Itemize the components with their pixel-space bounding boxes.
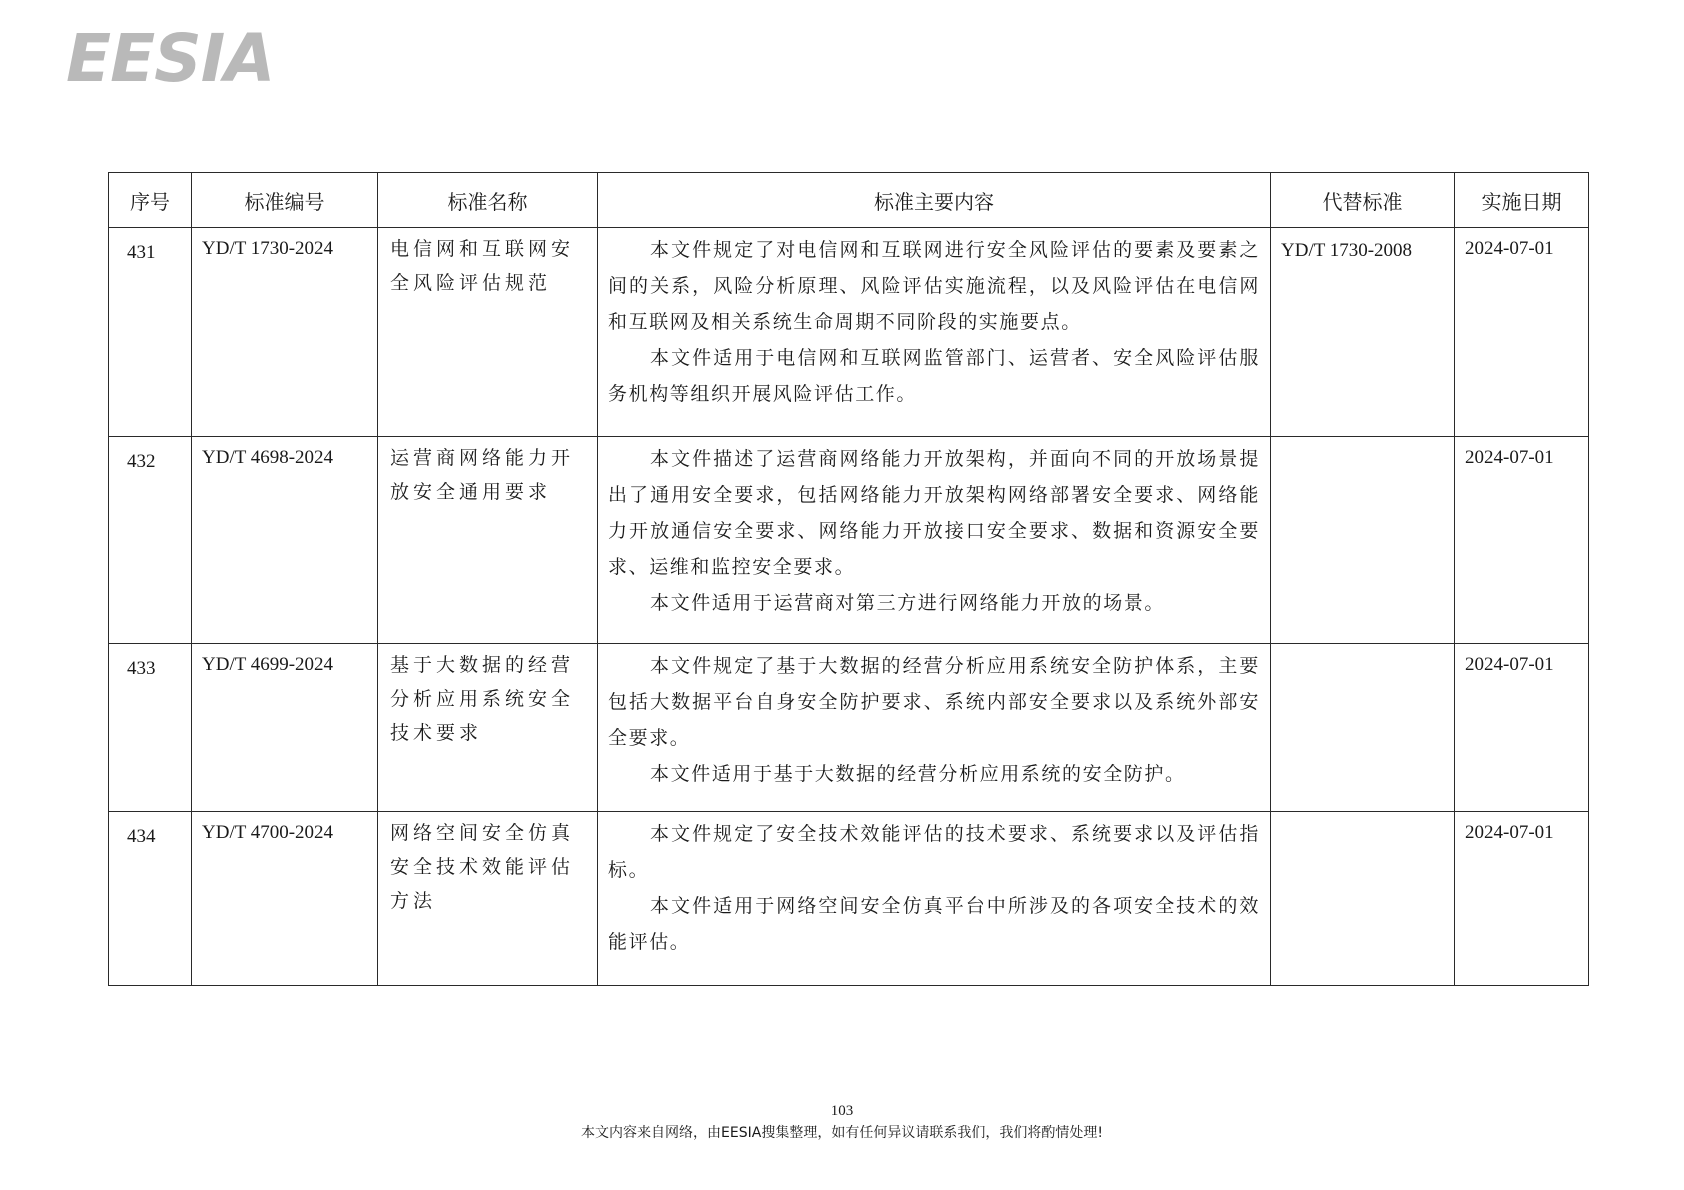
table-row (109, 644, 1589, 812)
row-replaces: YD/T 1730-2008 (1271, 228, 1455, 437)
row-code: YD/T 4700-2024 (192, 812, 378, 986)
row-content (598, 437, 1271, 644)
row-date: 2024-07-01 (1455, 644, 1589, 812)
table-row (109, 437, 1589, 644)
row-content (598, 812, 1271, 986)
row-seq: 434 (109, 812, 192, 986)
row-name: 基于大数据的经营分析应用系统安全技术要求 (378, 644, 598, 812)
header-name: 标准名称 (378, 173, 598, 228)
row-content (598, 644, 1271, 812)
row-code: YD/T 4699-2024 (192, 644, 378, 812)
row-name: 电信网和互联网安全风险评估规范 (378, 228, 598, 437)
content-paragraph: 本文件规定了对电信网和互联网进行安全风险评估的要素及要素之间的关系，风险分析原理、风险评估实施流程，以及风险评估在电信网和互联网及相关系统生命周期不同阶段的实施要点。 (608, 239, 1260, 333)
content-paragraph: 本文件适用于运营商对第三方进行网络能力开放的场景。 (650, 592, 1166, 614)
row-replaces (1271, 437, 1455, 644)
row-seq: 433 (109, 644, 192, 812)
content-paragraph: 本文件规定了安全技术效能评估的技术要求、系统要求以及评估指标。 (608, 823, 1260, 881)
header-replaces: 代替标准 (1271, 173, 1455, 228)
header-seq: 序号 (109, 173, 192, 228)
page-number: 103 (830, 1103, 854, 1119)
table-header-row (109, 173, 1589, 228)
standards-table (108, 172, 1589, 986)
row-name: 运营商网络能力开放安全通用要求 (378, 437, 598, 644)
header-code: 标准编号 (192, 173, 378, 228)
row-date: 2024-07-01 (1455, 437, 1589, 644)
content-paragraph: 本文件适用于网络空间安全仿真平台中所涉及的各项安全技术的效能评估。 (608, 895, 1260, 953)
row-name: 网络空间安全仿真安全技术效能评估方法 (378, 812, 598, 986)
row-code: YD/T 4698-2024 (192, 437, 378, 644)
content-paragraph: 本文件适用于电信网和互联网监管部门、运营者、安全风险评估服务机构等组织开展风险评估工作。 (608, 347, 1260, 405)
row-code: YD/T 1730-2024 (192, 228, 378, 437)
header-content: 标准主要内容 (598, 173, 1271, 228)
table-row (109, 228, 1589, 437)
row-date: 2024-07-01 (1455, 812, 1589, 986)
row-replaces (1271, 644, 1455, 812)
row-seq: 432 (109, 437, 192, 644)
row-content (598, 228, 1271, 437)
footer-note: 本文内容来自网络，由EESIA搜集整理，如有任何异议请联系我们，我们将酌情处理! (581, 1125, 1103, 1141)
content-paragraph: 本文件规定了基于大数据的经营分析应用系统安全防护体系，主要包括大数据平台自身安全防护要求、系统内部安全要求以及系统外部安全要求。 (608, 655, 1260, 749)
table-row (109, 812, 1589, 986)
content-paragraph: 本文件描述了运营商网络能力开放架构，并面向不同的开放场景提出了通用安全要求，包括网络能力开放架构网络部署安全要求、网络能力开放通信安全要求、网络能力开放接口安全要求、数据和资源安全要求、运维和监控安全要求。 (608, 448, 1260, 578)
row-replaces (1271, 812, 1455, 986)
content-paragraph: 本文件适用于基于大数据的经营分析应用系统的安全防护。 (650, 763, 1186, 785)
row-date: 2024-07-01 (1455, 228, 1589, 437)
header-date: 实施日期 (1455, 173, 1589, 228)
eesia-logo: EESIA (66, 20, 275, 97)
row-seq: 431 (109, 228, 192, 437)
